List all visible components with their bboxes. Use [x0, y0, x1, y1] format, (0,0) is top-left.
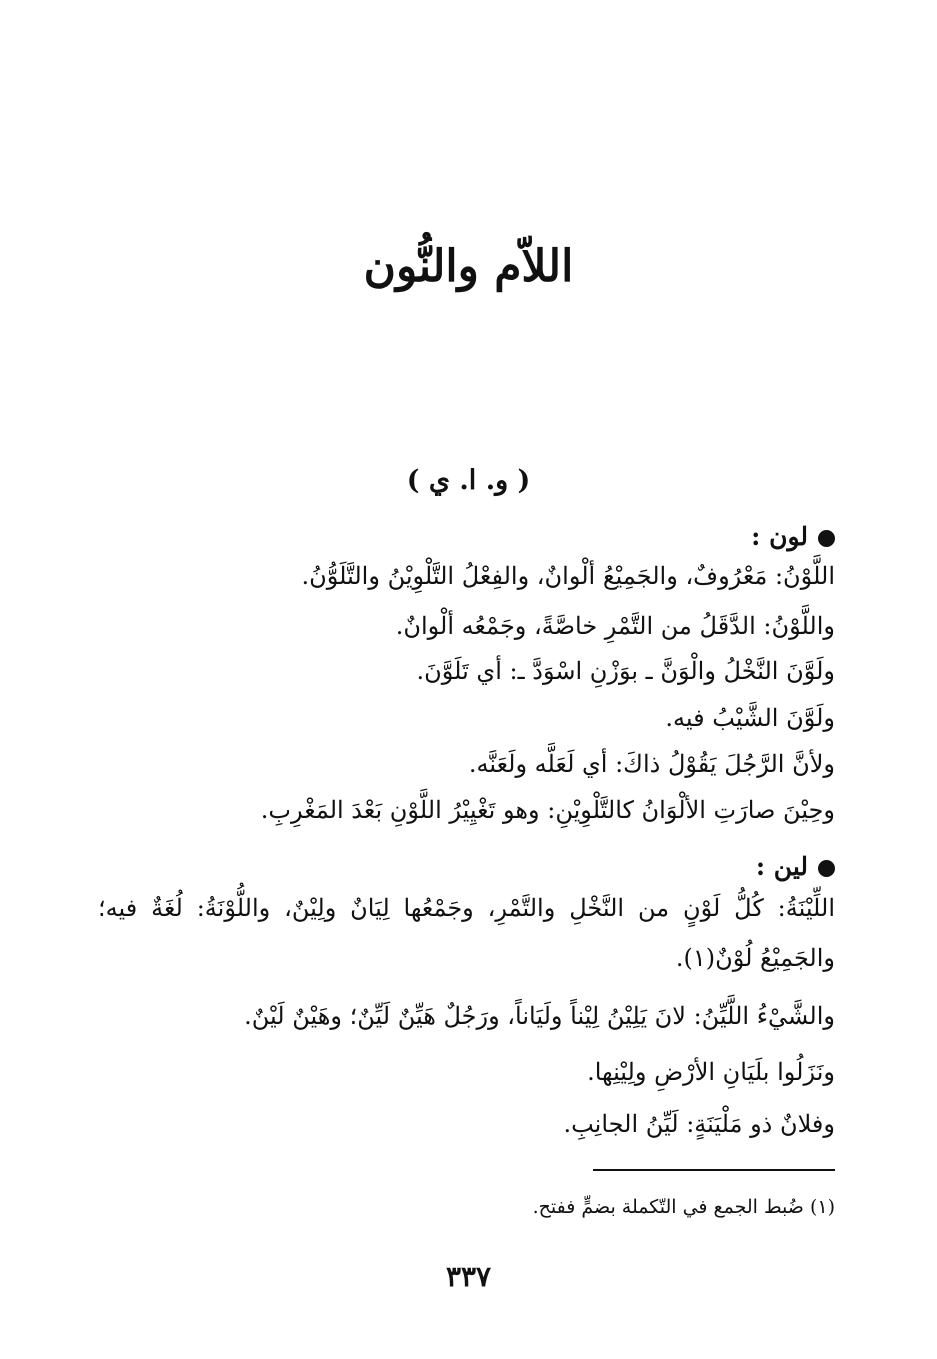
chapter-title: اللاّم والنُّون [363, 241, 574, 292]
entry-heading-lyn [756, 852, 835, 881]
footnote-rule [593, 1169, 835, 1171]
entry-line: ولَوَّنَ النَّخْلُ والْوَنَّ ـ بوَزْنِ اسْوَدَّ ـ: أي تَلَوَّنَ. [416, 657, 835, 685]
entry-line: ولأنَّ الرَّجُلَ يَقُوْلُ ذاكَ: أي لَعَلَّه ولَعَنَّه. [468, 750, 835, 778]
entry-heading-label: لين : [755, 852, 808, 881]
entry-line: والجَمِيْعُ لُوْنٌ(١). [675, 944, 835, 972]
entry-heading-label: لون : [751, 522, 808, 551]
entry-line: اللَّوْنُ: مَعْرُوفٌ، والجَمِيْعُ ألْوانٌ، والفِعْلُ التَّلْوِيْنُ والتَّلَوُّنُ. [301, 562, 835, 590]
page-number: ٣٣٧ [445, 1260, 492, 1293]
entry-line: واللَّوْنُ: الدَّقَلُ من التَّمْرِ خاصَّةً، وجَمْعُه ألْوانٌ. [395, 612, 835, 640]
entry-line: ولَوَّنَ الشَّيْبُ فيه. [665, 704, 835, 732]
entry-line: وفلانٌ ذو مَلْيَنَةٍ: لَيِّنُ الجانِبِ. [563, 1110, 835, 1138]
entry-line: والشَّيْءُ اللَّيِّنُ: لانَ يَلِيْنُ لِيْناً ولَيَاناً، ورَجُلٌ هَيِّنٌ لَيِّنٌ؛ وهَيْنٌ لَيْنٌ. [244, 1002, 835, 1030]
root-heading: ( و. ا. ي ) [406, 465, 531, 496]
bullet-icon [818, 860, 835, 877]
entry-line: وحِيْنَ صارَتِ الألْوَانُ كالتَّلْوِيْنِ: وهو تَغْيِيْرُ اللَّوْنِ بَعْدَ المَغْرِبِ. [260, 796, 835, 824]
entry-line: ونَزَلُوا بلَيَانِ الأرْضِ ولِيْنِها. [587, 1058, 835, 1086]
entry-heading-lwn [751, 522, 835, 551]
bullet-icon [818, 530, 835, 547]
entry-line: اللِّيْنَةُ: كُلُّ لَوْنٍ من النَّخْلِ والتَّمْرِ، وجَمْعُها لِيَانٌ ولِيْنٌ، واللُّوْنَةُ: لُغَةٌ فيه؛ [98, 894, 835, 922]
footnote: (١) ضُبط الجمع في التّكملة بضمٍّ ففتح. [532, 1196, 835, 1218]
